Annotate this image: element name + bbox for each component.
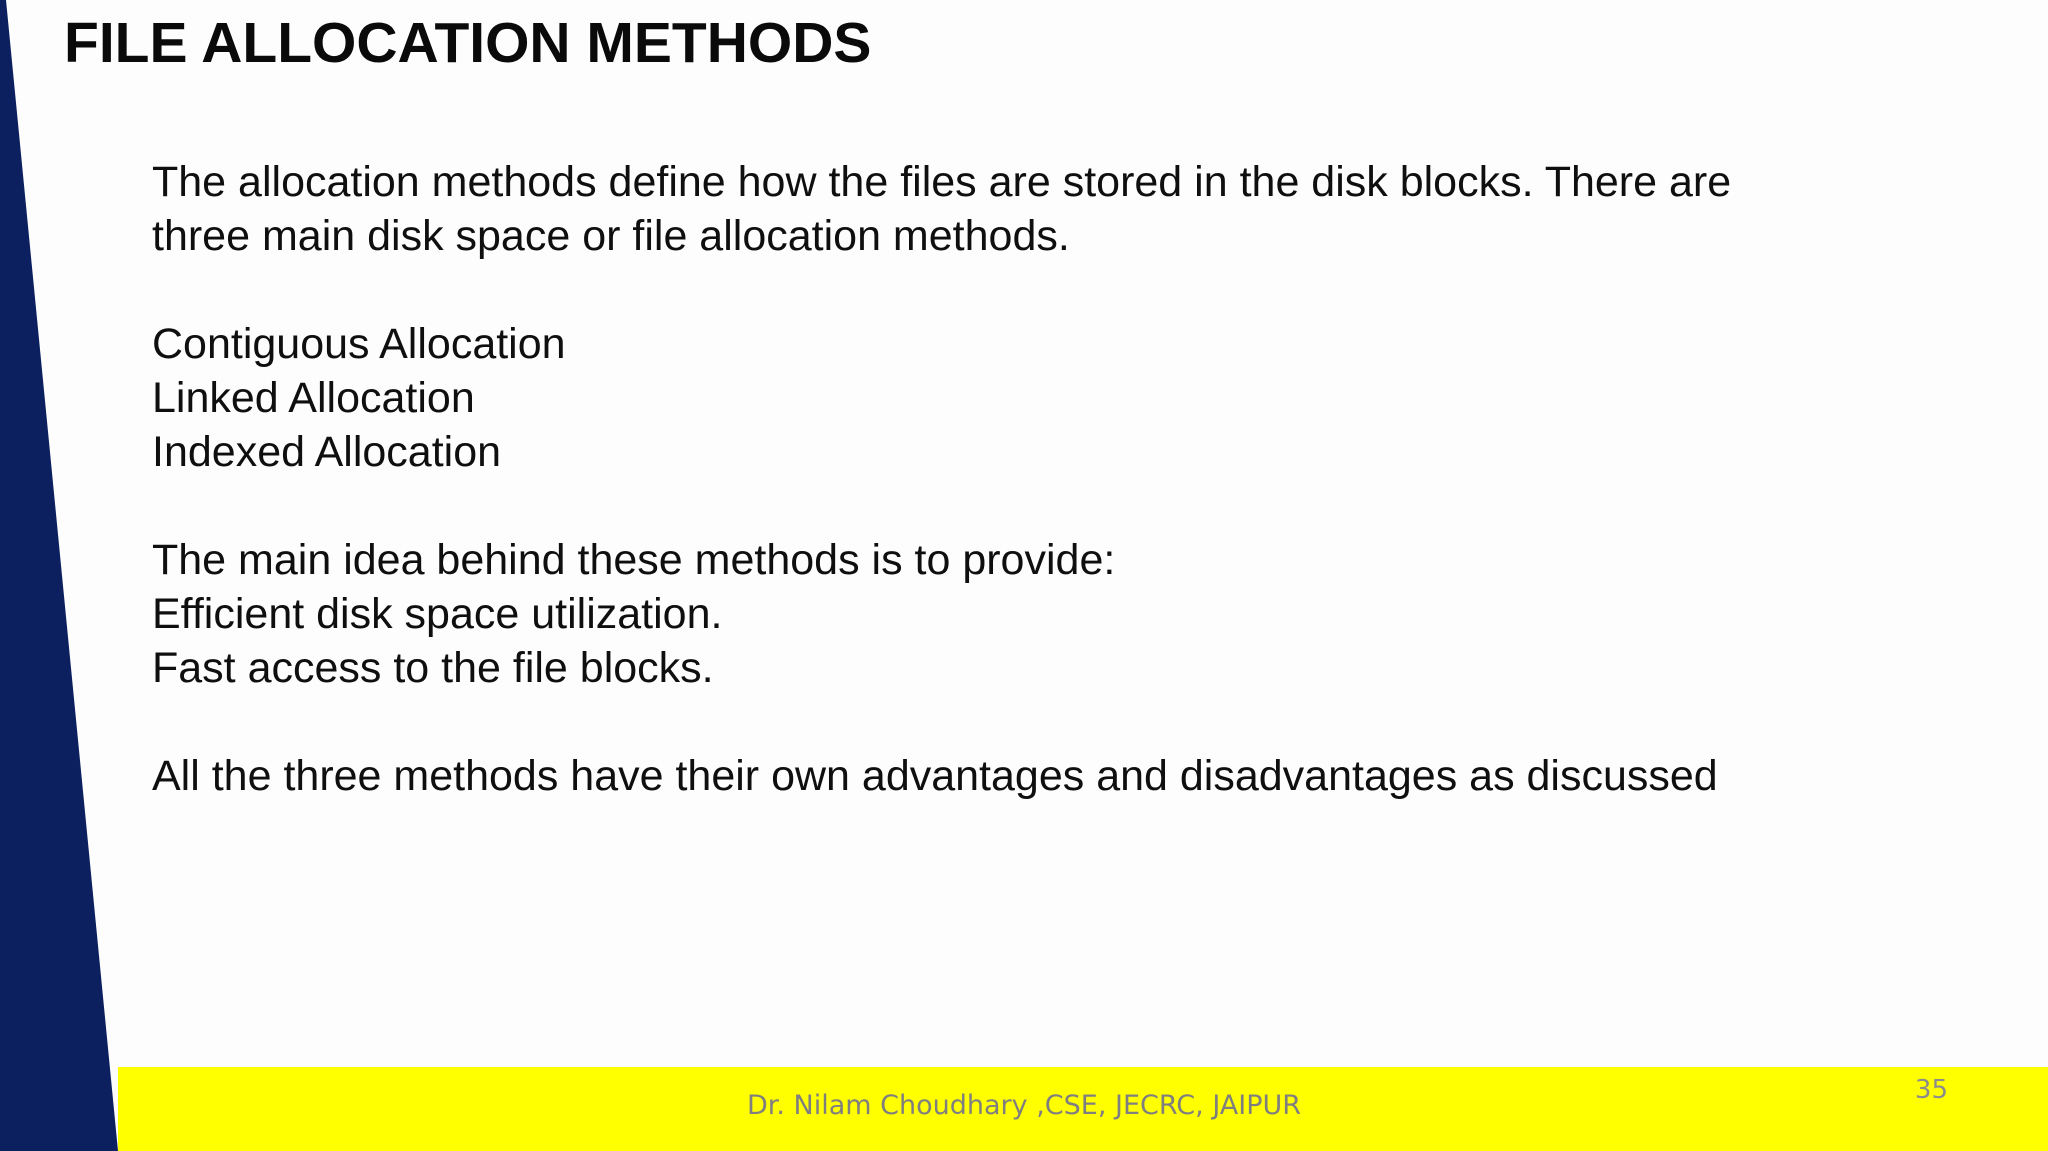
spacer — [152, 263, 1992, 317]
intro-line-2: three main disk space or file allocation methods. — [152, 212, 1070, 260]
spacer — [152, 479, 1992, 533]
method-item: Linked Allocation — [152, 374, 475, 422]
footer-author: Dr. Nilam Choudhary ,CSE, JECRC, JAIPUR — [746, 1090, 1302, 1121]
slide-body — [152, 155, 1992, 803]
idea-heading: The main idea behind these methods is to provide: — [152, 536, 1116, 584]
goal-item: Fast access to the file blocks. — [152, 644, 714, 692]
goal-item: Efficient disk space utilization. — [152, 590, 723, 638]
closing-line: All the three methods have their own advantages and disadvantages as discussed — [152, 752, 1718, 800]
method-item: Contiguous Allocation — [152, 320, 566, 368]
left-accent-band — [0, 0, 130, 1151]
spacer — [152, 695, 1992, 749]
left-accent-shape — [0, 0, 118, 1151]
slide-title: FILE ALLOCATION METHODS — [64, 11, 872, 75]
method-item: Indexed Allocation — [152, 428, 502, 476]
intro-line-1: The allocation methods define how the files are stored in the disk blocks. There are — [152, 158, 1732, 206]
page-number: 35 — [1914, 1075, 1948, 1105]
footer-bar — [118, 1067, 2048, 1151]
